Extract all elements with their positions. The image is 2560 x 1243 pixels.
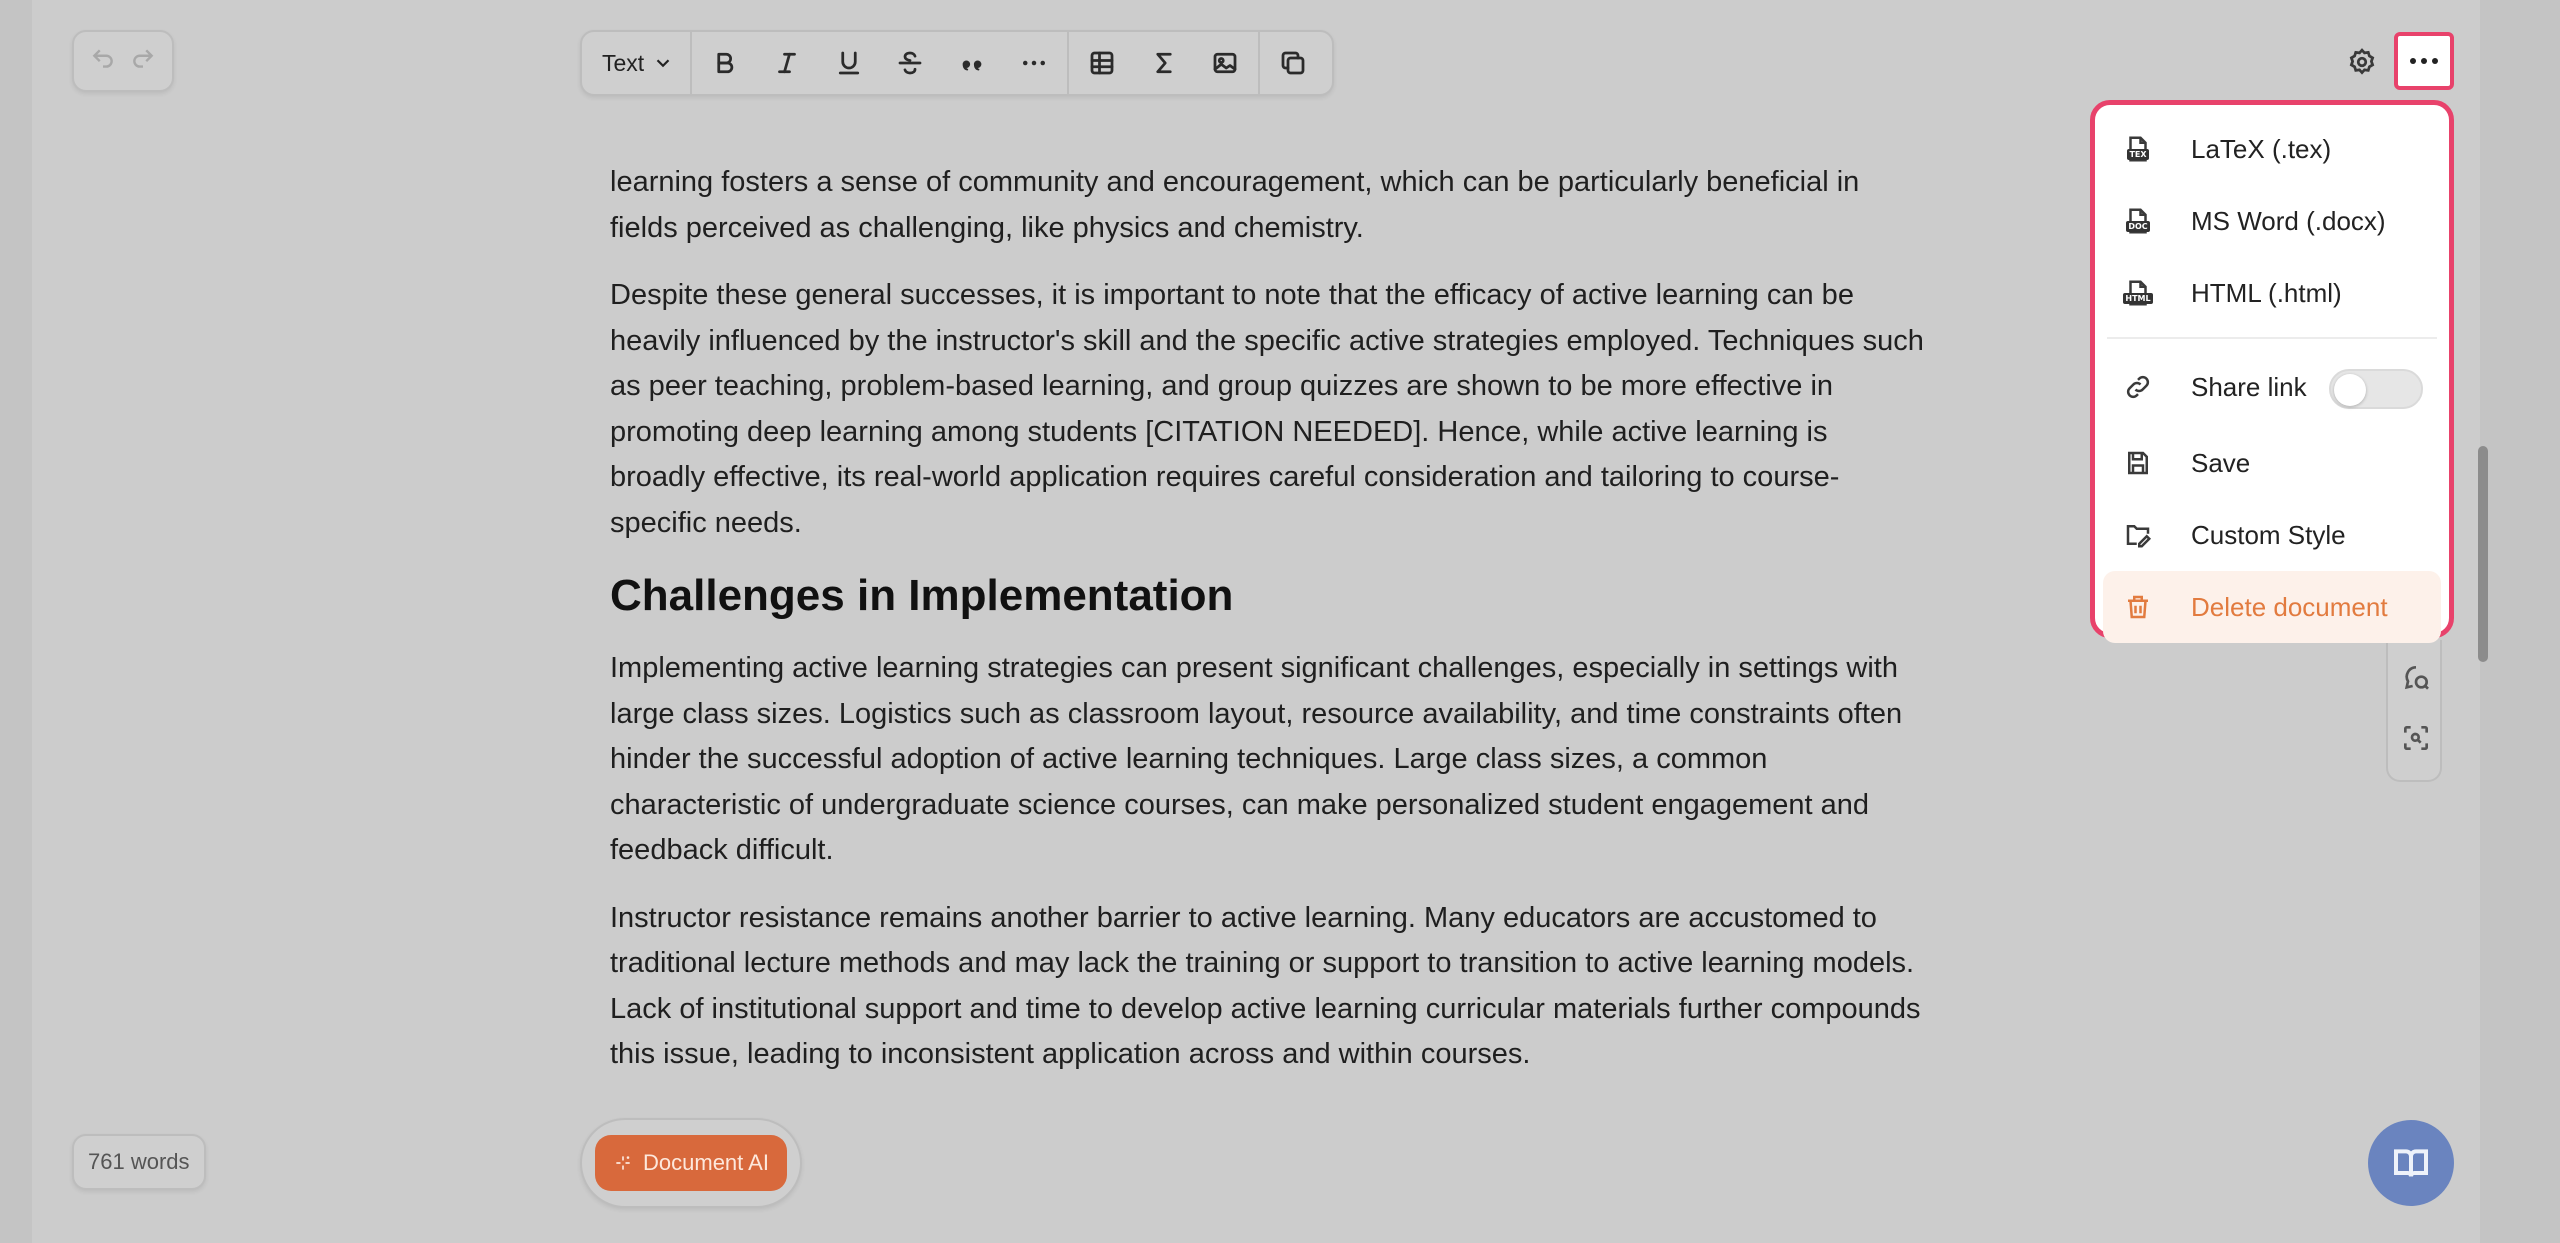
insert-table-button[interactable] (1071, 38, 1133, 88)
toolbar-divider (1067, 30, 1069, 96)
docs-button[interactable] (2368, 1120, 2454, 1206)
section-heading[interactable]: Challenges in Implementation (610, 571, 1234, 620)
delete-document-item[interactable] (2103, 571, 2441, 643)
export-latex-item[interactable] (2103, 113, 2441, 185)
document-ai-container (580, 1118, 802, 1208)
insert-equation-button[interactable] (1133, 38, 1195, 88)
more-formatting-icon (1019, 48, 1049, 78)
export-latex-label: LaTeX (.tex) (2191, 133, 2332, 164)
export-html-label: HTML (.html) (2191, 277, 2342, 308)
toolbar-divider (690, 30, 692, 96)
sparkle-icon (613, 1153, 633, 1173)
save-item[interactable] (2103, 427, 2441, 499)
toolbar-divider (1258, 30, 1260, 96)
document-body[interactable] (610, 160, 1930, 1100)
underline-icon (834, 48, 864, 78)
paragraph[interactable]: Implementing active learning strategies can present significant challenges, especially in settings with large class sizes. Logistics such as classroom layout, resource availability, and time constraints often hinder the successful adoption of active learning techniques. Large class sizes, a common characteristic of undergraduate science courses, can make personalized student engagement and feedback difficult. (610, 652, 1903, 866)
share-link-label: Share link (2191, 371, 2307, 402)
italic-icon (772, 48, 802, 78)
custom-style-label: Custom Style (2191, 519, 2346, 550)
delete-document-label: Delete document (2191, 591, 2388, 622)
paragraph[interactable]: learning fosters a sense of community and encouragement, which can be particularly beneficial in fields perceived as challenging, like physics and chemistry. (610, 166, 1860, 244)
gear-icon (2347, 47, 2377, 77)
dot (2432, 58, 2438, 64)
side-tools-rail (2386, 640, 2442, 782)
file-word-icon (2121, 204, 2155, 238)
bold-button[interactable] (694, 38, 756, 88)
comment-search-icon[interactable] (2400, 662, 2432, 694)
dot (2410, 58, 2416, 64)
quote-button[interactable] (941, 38, 1003, 88)
bold-icon (710, 48, 740, 78)
more-options-menu (2090, 100, 2454, 638)
file-html-icon (2121, 276, 2155, 310)
image-icon (1210, 48, 1240, 78)
more-options-button[interactable] (2394, 32, 2454, 90)
paragraph[interactable]: Despite these general successes, it is important to note that the efficacy of active learning can be heavily influenced by the instructor's skill and the specific active strategies employed. Techniques such as peer teaching, problem-based learning, and group quizzes are shown to be more effective in promoting deep learning among students [CITATION NEEDED]. Hence, while active learning is broadly effective, its real-world application requires careful consideration and tailoring to course-specific needs. (610, 279, 1924, 539)
italic-button[interactable] (756, 38, 818, 88)
settings-button[interactable] (2336, 36, 2388, 88)
word-count-label: 761 words (88, 1149, 190, 1174)
trash-icon (2121, 590, 2155, 624)
strikethrough-button[interactable] (880, 38, 942, 88)
word-count-badge (72, 1134, 206, 1190)
book-open-icon (2391, 1143, 2431, 1183)
duplicate-icon (1278, 48, 1308, 78)
text-style-dropdown[interactable] (590, 38, 688, 88)
insert-image-button[interactable] (1194, 38, 1256, 88)
right-gutter (2480, 0, 2560, 1243)
file-latex-icon (2121, 132, 2155, 166)
text-style-label: Text (602, 49, 645, 76)
share-link-toggle[interactable] (2329, 369, 2423, 409)
folder-edit-icon (2121, 518, 2155, 552)
undo-icon[interactable] (90, 46, 116, 77)
scan-search-icon[interactable] (2400, 722, 2432, 754)
document-ai-label: Document AI (643, 1150, 769, 1175)
file-badge: TEX (2129, 150, 2147, 159)
more-formatting-button[interactable] (1003, 38, 1065, 88)
save-icon (2121, 446, 2155, 480)
dot (2421, 58, 2427, 64)
scrollbar-thumb[interactable] (2478, 446, 2488, 662)
formatting-toolbar (580, 30, 1334, 96)
paragraph[interactable]: Instructor resistance remains another barrier to active learning. Many educators are accustomed to traditional lecture methods and may lack the training or support to transition to active learning models. Lack of institutional support and time to develop active learning curricular materials further compounds this issue, leading to inconsistent application across and within courses. (610, 901, 1921, 1070)
duplicate-button[interactable] (1262, 38, 1324, 88)
chevron-down-icon (652, 52, 674, 74)
custom-style-item[interactable] (2103, 499, 2441, 571)
export-word-item[interactable] (2103, 185, 2441, 257)
quote-icon (957, 48, 987, 78)
export-html-item[interactable] (2103, 257, 2441, 329)
document-ai-button[interactable] (595, 1135, 787, 1191)
save-label: Save (2191, 447, 2251, 478)
export-word-label: MS Word (.docx) (2191, 205, 2386, 236)
menu-divider (2107, 337, 2437, 339)
underline-button[interactable] (818, 38, 880, 88)
table-icon (1087, 48, 1117, 78)
link-icon (2121, 370, 2155, 404)
left-gutter (0, 0, 32, 1243)
history-controls (72, 30, 174, 92)
share-link-item (2103, 347, 2441, 427)
file-badge: DOC (2128, 222, 2148, 231)
redo-icon[interactable] (130, 46, 156, 77)
file-badge: HTML (2125, 294, 2151, 303)
strikethrough-icon (895, 48, 925, 78)
sigma-icon (1149, 48, 1179, 78)
